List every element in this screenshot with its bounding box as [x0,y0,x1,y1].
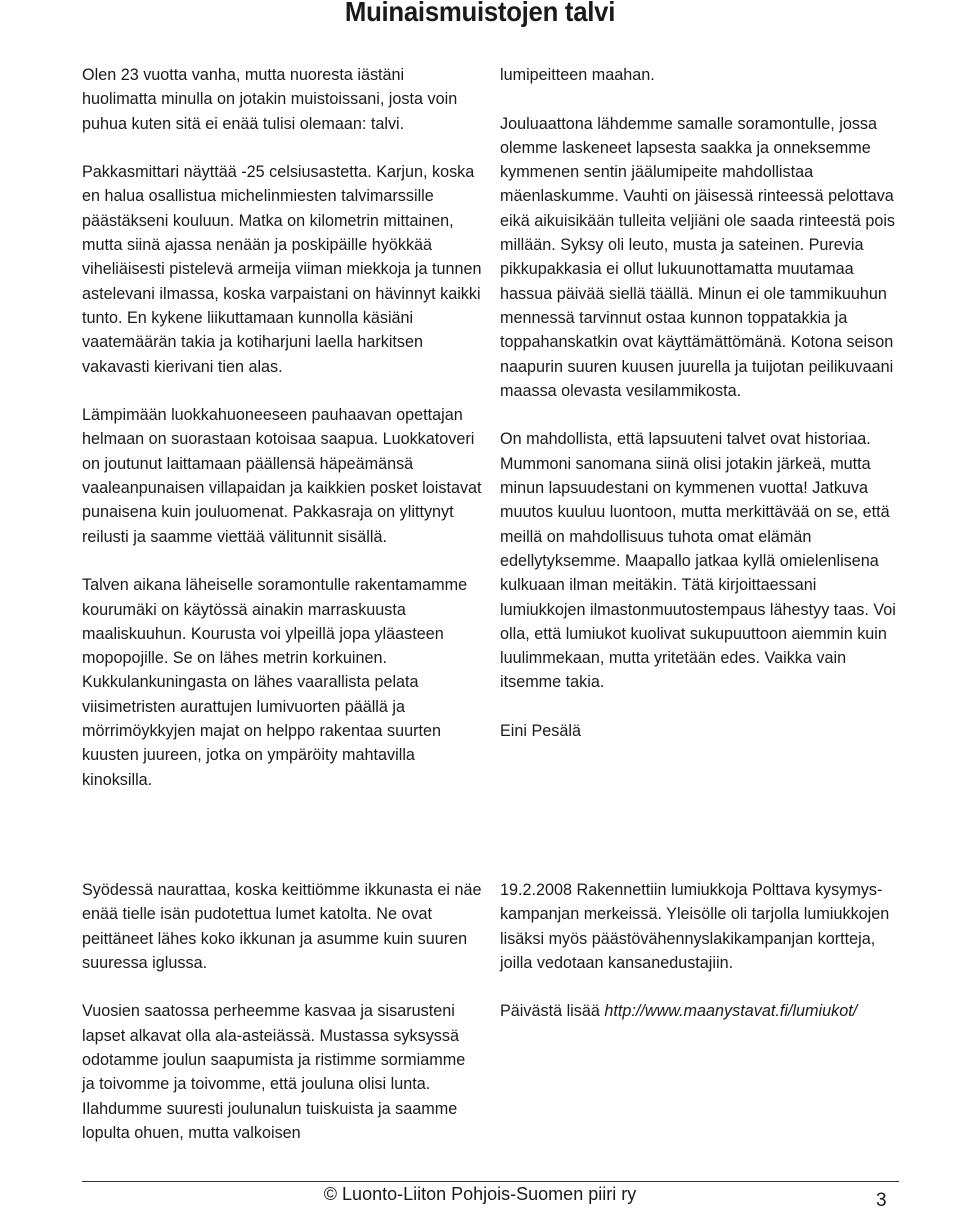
page-number: 3 [876,1190,887,1211]
paragraph: Jouluaattona lähdemme samalle soramontulle, jossa olemme laskeneet lapsesta saakka ja onneksemme kymmenen sentin jäälumipeite mahdollistaa mäenlaskumme. Vauhti on jäisessä rinteessä pelottava eikä aikuisikään tulleita veljiäni ole saada rinteestä pois millään. Syksy oli leuto, musta ja sateinen. Purevia pikkupakkasia ei ollut lukuunottamatta muutamaa hassua päivää siellä täällä. Minun ei ole tammikuuhun mennessä tarvinnut ostaa kunnon toppatakkia ja toppahanskatkin ovat käyttämättömänä. Kotona seison naapurin suuren kuusen juurella ja tuijotan peilikuvaani maassa olevasta vesilammikosta. [500,114,896,400]
paragraph: lumipeitteen maahan. [500,66,655,84]
paragraph: Olen 23 vuotta vanha, mutta nuoresta iästäni huolimatta minulla on jotakin muistoissani, josta voin puhua kuten sitä ei enää tulisi olemaan: talvi. [82,66,458,133]
bottom-right-column [500,878,900,1048]
right-column [500,63,900,768]
page-title: Muinaismuistojen talvi [344,0,616,27]
paragraph: Syödessä naurattaa, koska keittiömme ikkunasta ei näe enää tielle isän pudotettua lumet katolta. Ne ovat peittäneet lähes koko ikkunan ja asumme kuin suuren suuressa iglussa. [82,881,482,972]
bottom-left-column [82,878,482,1170]
left-column [82,63,482,816]
author-signature: Eini Pesälä [500,722,581,741]
paragraph: Talven aikana läheiselle soramontulle rakentamamme kourumäki on käytössä ainakin marraskuusta maaliskuuhun. Kourusta voi ylpeillä jopa yläasteen mopopojille. Se on lähes metrin korkuinen. Kukkulankuningasta on lähes vaarallista pelata viisimetristen aurattujen lumivuorten päällä ja mörrimöykkyjen majat on helppo rakentaa suurten kuusten juureen, jotka on ympäröity mahtavilla kinoksilla. [82,576,468,789]
more-info-prefix: Päivästä lisää [500,1002,600,1021]
footer-text: © Luonto-Liiton Pohjois-Suomen piiri ry [323,1184,637,1204]
paragraph: Lämpimään luokkahuoneeseen pauhaavan opettajan helmaan on suorastaan kotoisaa saapua. Luokkatoveri on joutunut laittamaan päällensä häpeämänsä vaaleanpunaisen villapaidan ja kaikkien posket loistavat punaisena kuin jouluomenat. Pakkasraja on ylittynyt reilusti ja saamme viettää välitunnit sisällä. [82,406,482,546]
footer-divider [82,1181,899,1182]
more-info [500,999,900,1023]
paragraph: Pakkasmittari näyttää -25 celsiusastetta. Karjun, koska en halua osallistua michelinmiesten talvimarssille päästäkseni kouluun. Matka on kilometrin mittainen, mutta siinä ajassa nenään ja poskipäille hyökkää viheliäisesti pistelevä armeija viiman miekkoja ja tunnen astelevani ilmassa, koska varpaistani on hävinnyt kaikki tunto. En kykene liikuttamaan kunnolla käsiäni vaatemäärän takia ja kotiharjuni laella harkitsen vakavasti kierivani tien alas. [82,163,482,376]
event-note: 19.2.2008 Rakennettiin lumiukkoja Polttava kysymys-kampanjan merkeissä. Yleisölle oli tarjolla lumiukkojen lisäksi myös päästövähennyslakikampanjan kortteja, joilla vedotaan kansanedustajiin. [500,881,890,972]
paragraph: On mahdollista, että lapsuuteni talvet ovat historiaa. Mummoni sanomana siinä olisi jotakin järkeä, mutta minun lapsuudestani on kymmenen vuotta! Jatkuva muutos kuuluu luontoon, mutta merkittävää on se, että meillä on mahdollisuus tuhota omat elämän edellytyksemme. Maapallo jatkaa kyllä omielenlisena kulkuaan ilman meitäkin. Tätä kirjoittaessani lumiukkojen ilmastonmuutostempaus lähestyy taas. Voi olla, että lumiukot kuolivat sukupuuttoon aiemmin kuin luulimmekaan, mutta yritetään edes. Vaikka vain itsemme takia. [500,430,896,692]
more-info-link[interactable]: http://www.maanystavat.fi/lumiukot/ [604,1002,858,1021]
paragraph: Vuosien saatossa perheemme kasvaa ja sisarusteni lapset alkavat olla ala-asteiässä. Mustassa syksyssä odotamme joulun saapumista ja ristimme sormiamme ja toivomme ja toivomme, että jouluna olisi lunta. Ilahdumme suuresti joulunalun tuiskuista ja saamme lopulta ohuen, mutta valkoisen [82,1002,466,1142]
